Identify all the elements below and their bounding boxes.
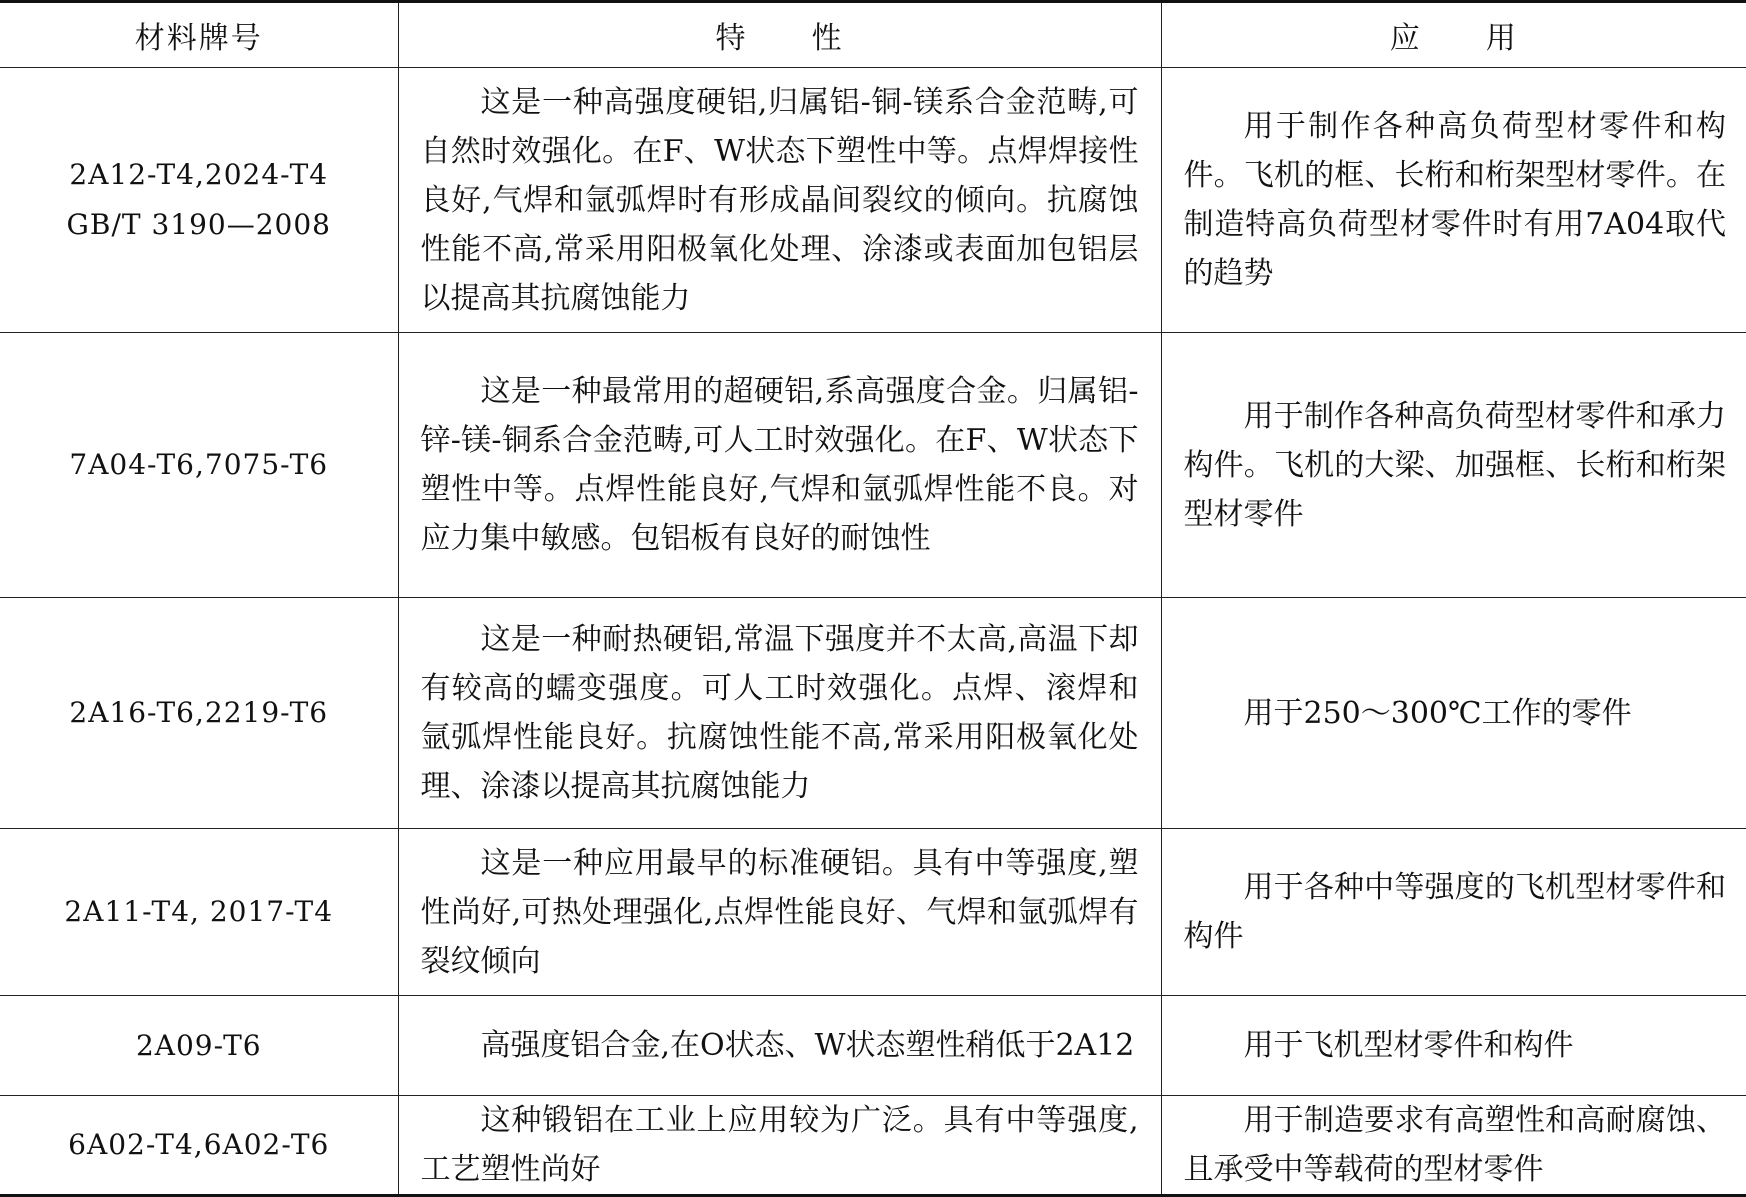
- properties-cell: [398, 598, 1161, 829]
- properties-cell: [398, 68, 1161, 333]
- grade-line: 6A02-T4,6A02-T6: [68, 1128, 330, 1161]
- table-row: [0, 996, 1746, 1096]
- grade-line: 2A16-T6,2219-T6: [69, 696, 329, 729]
- properties-text: 这是一种应用最早的标准硬铝。具有中等强度,塑性尚好,可热处理强化,点焊性能良好、气焊和氩弧焊有裂纹倾向: [420, 845, 1139, 979]
- header-grade: 材料牌号: [0, 2, 398, 68]
- application-text: 用于各种中等强度的飞机型材零件和构件: [1183, 870, 1726, 954]
- properties-text: 高强度铝合金,在O状态、W状态塑性稍低于2A12: [480, 1028, 1135, 1063]
- grade-standard: GB/T 3190—2008: [66, 208, 331, 241]
- properties-cell: [398, 829, 1161, 996]
- application-cell: [1161, 996, 1746, 1096]
- properties-text: 这是一种高强度硬铝,归属铝-铜-镁系合金范畴,可自然时效强化。在F、W状态下塑性中等。点焊焊接性良好,气焊和氩弧焊时有形成晶间裂纹的倾向。抗腐蚀性能不高,常采用阳极氧化处理、涂漆或表面加包铝层以提高其抗腐蚀能力: [420, 84, 1139, 316]
- properties-text: 这是一种最常用的超硬铝,系高强度合金。归属铝-锌-镁-铜系合金范畴,可人工时效强化。在F、W状态下塑性中等。点焊性能良好,气焊和氩弧焊性能不良。对应力集中敏感。包铝板有良好的耐蚀性: [420, 374, 1139, 556]
- grade-line: 2A12-T4,2024-T4: [69, 158, 329, 191]
- grade-cell: [0, 598, 398, 829]
- properties-cell: [398, 333, 1161, 598]
- table-row: [0, 68, 1746, 333]
- grade-cell: [0, 333, 398, 598]
- properties-cell: [398, 996, 1161, 1096]
- grade-cell: [0, 68, 398, 333]
- table-row: [0, 829, 1746, 996]
- grade-line: 2A11-T4, 2017-T4: [64, 895, 334, 928]
- properties-cell: [398, 1096, 1161, 1196]
- application-text: 用于制作各种高负荷型材零件和构件。飞机的框、长桁和桁架型材零件。在制造特高负荷型材零件时有用7A04取代的趋势: [1183, 109, 1726, 291]
- properties-text: 这是一种耐热硬铝,常温下强度并不太高,高温下却有较高的蠕变强度。可人工时效强化。点焊、滚焊和氩弧焊性能良好。抗腐蚀性能不高,常采用阳极氧化处理、涂漆以提高其抗腐蚀能力: [420, 622, 1139, 804]
- table-row: [0, 1096, 1746, 1196]
- grade-cell: [0, 1096, 398, 1196]
- application-cell: [1161, 1096, 1746, 1196]
- application-cell: [1161, 598, 1746, 829]
- header-application: 应 用: [1161, 2, 1746, 68]
- grade-line: 2A09-T6: [135, 1028, 262, 1062]
- grade-cell: [0, 829, 398, 996]
- application-cell: [1161, 333, 1746, 598]
- properties-text: 这种锻铝在工业上应用较为广泛。具有中等强度,工艺塑性尚好: [420, 1103, 1139, 1187]
- header-properties: 特 性: [398, 2, 1161, 68]
- application-text: 用于制作各种高负荷型材零件和承力构件。飞机的大梁、加强框、长桁和桁架型材零件: [1183, 398, 1726, 532]
- table-header-row: [0, 2, 1746, 68]
- table-row: [0, 598, 1746, 829]
- application-text: 用于制造要求有高塑性和高耐腐蚀、且承受中等载荷的型材零件: [1183, 1103, 1726, 1187]
- grade-line: 7A04-T6,7075-T6: [69, 448, 329, 481]
- grade-cell: [0, 996, 398, 1096]
- application-text: 用于250～300℃工作的零件: [1243, 695, 1632, 731]
- application-cell: [1161, 68, 1746, 333]
- table-row: [0, 333, 1746, 598]
- application-cell: [1161, 829, 1746, 996]
- application-text: 用于飞机型材零件和构件: [1243, 1028, 1574, 1063]
